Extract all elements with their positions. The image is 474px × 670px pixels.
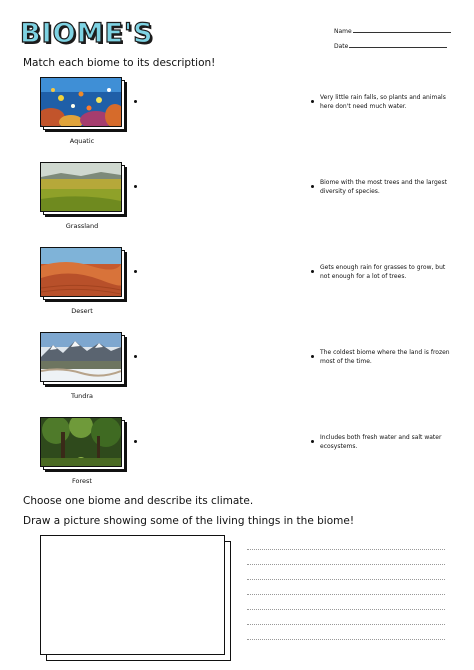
writing-line[interactable] xyxy=(247,564,445,565)
biome-label: Desert xyxy=(71,307,93,315)
date-line[interactable] xyxy=(349,42,447,48)
match-dot-left[interactable] xyxy=(134,185,137,188)
writing-line[interactable] xyxy=(247,609,445,610)
name-line[interactable] xyxy=(353,27,451,33)
biome-card-aquatic xyxy=(40,77,130,145)
biome-card-desert xyxy=(40,247,130,315)
description-text: Gets enough rain for grasses to grow, but not enough for a lot of trees. xyxy=(320,264,446,280)
choose-instruction: Choose one biome and describe its climate. xyxy=(23,495,254,507)
writing-line[interactable] xyxy=(247,579,445,580)
biome-label: Forest xyxy=(72,477,92,485)
desert-photo xyxy=(40,247,122,297)
drawing-box[interactable] xyxy=(40,535,225,655)
grassland-photo xyxy=(40,162,122,212)
page-title: BIOME'S xyxy=(20,18,154,49)
match-dot-left[interactable] xyxy=(134,355,137,358)
description-text: Includes both fresh water and salt water ecosystems. xyxy=(320,434,442,450)
name-label: Name xyxy=(334,28,352,35)
biome-card-tundra xyxy=(40,332,130,400)
match-dot-left[interactable] xyxy=(134,440,137,443)
date-label: Date xyxy=(334,43,349,50)
tundra-photo xyxy=(40,332,122,382)
match-dot-left[interactable] xyxy=(134,100,137,103)
match-dot-right[interactable] xyxy=(311,355,314,358)
aquatic-photo xyxy=(40,77,122,127)
forest-photo xyxy=(40,417,122,467)
writing-line[interactable] xyxy=(247,549,445,550)
writing-line[interactable] xyxy=(247,594,445,595)
match-instruction: Match each biome to its description! xyxy=(23,57,216,69)
biome-card-forest xyxy=(40,417,130,485)
biome-card-grassland xyxy=(40,162,130,230)
writing-line[interactable] xyxy=(247,639,445,640)
draw-instruction: Draw a picture showing some of the living things in the biome! xyxy=(23,515,355,527)
match-dot-right[interactable] xyxy=(311,440,314,443)
writing-line[interactable] xyxy=(247,624,445,625)
date-field xyxy=(334,42,447,50)
match-dot-right[interactable] xyxy=(311,100,314,103)
match-dot-left[interactable] xyxy=(134,270,137,273)
match-dot-right[interactable] xyxy=(311,270,314,273)
name-field xyxy=(334,27,451,35)
biome-label: Tundra xyxy=(70,392,93,400)
match-dot-right[interactable] xyxy=(311,185,314,188)
description-text: Biome with the most trees and the largest diversity of species. xyxy=(320,179,447,195)
biome-label: Grassland xyxy=(65,222,99,230)
description-text: Very little rain falls, so plants and animals here don't need much water. xyxy=(320,94,446,110)
description-text: The coldest biome where the land is frozen most of the time. xyxy=(320,349,450,365)
biome-label: Aquatic xyxy=(69,137,95,145)
